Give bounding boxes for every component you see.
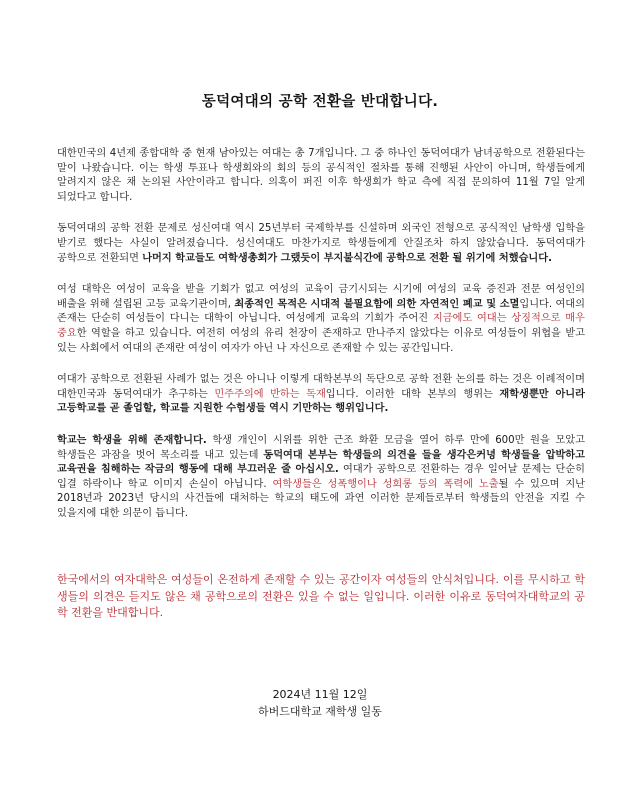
paragraph-text: 동덕여대의 공학 전환 문제로 성신여대 역시 25년부터 국제학부를 신설하며 외국인 전형으로 공식적인 남학생 입학을 받기로 했다는 사실이 알려졌습니다. 성신여대도 마찬가지로 학생들에게 안질조차 하지 않았습니다. 동덕여대가 공학으로 전환되면	[57, 223, 585, 264]
paragraph	[57, 434, 585, 522]
paragraph	[57, 373, 585, 417]
closing-text: 한국에서의 여자대학은 여성들이 온전하게 존재할 수 있는 공간이자 여성들의 안식처입니다. 이를 무시하고 학생들의 의견은 듣지도 않은 채 공학으로의 전환은 있을 수 없는 일입니다. 이러한 이유로 동덕여자대학교의 공학 전환을 반대합니다.	[57, 573, 585, 619]
paragraph-text: 대한민국의 4년제 종합대학 중 현재 남아있는 여대는 총 7개입니다. 그 중 하나인 동덕여대가 남녀공학으로 전환된다는 말이 나왔습니다. 이는 학생 투표나 학생회와의 회의 등의 공식적인 절차를 통해 진행된 사안이 아니며, 학생들에게 알려지지 않은 채 논의된 사안이라고 합니다. 의혹이 퍼진 이후 학생회가 학교 측에 직접 문의하여 11월 7일 알게 되었다고 합니다.	[57, 148, 585, 203]
paragraph-text: 여성 대학은 여성이 교육을 받을 기회가 없고 여성의 교육이 금기시되는 시기에 여성의 교육 증진과 전문 여성인의 배출을 위해 설립된 고등 교육기관이며,	[57, 284, 585, 310]
paragraph-text: 입니다. 여대의 존재는 단순히 여성들이 다니는 대학이 아닙니다. 여성에게 교육의 기회가 주어진	[57, 298, 585, 325]
emphasis-text: 학교는 학생을 위해 존재합니다.	[57, 434, 207, 446]
paragraph-text: 될 수 있으며 지난 2018년과 2023년 당시의 사건들에 대처하는 학교의 태도에 과연 이러한 문제들로부터 학생들의 안전을 지킬 수 있을지에 대한 의문이 듭니다.	[57, 478, 585, 519]
emphasis-text: 민주주의에 반하는 독재	[214, 388, 326, 400]
statement-body	[57, 147, 585, 538]
paragraph-text: 여대가 공학으로 전환하는 경우 일어날 문제는 단순히 입결 하락이나 학교 이미지 손실이 아닙니다.	[57, 464, 585, 490]
paragraph	[57, 283, 585, 356]
closing-statement	[57, 572, 585, 622]
paragraph-text: 한 역할을 하고 있습니다. 여전히 여성의 유리 천장이 존재하고 만나주지 않았다는 이유로 여성들이 위협을 받고 있는 사회에서 여대의 존재란 여성이 여자가 아닌 나 자신으로 존재할 수 있는 공간입니다.	[57, 327, 585, 354]
emphasis-text: 나머지 학교들도 여학생총회가 그랬듯이 부지불식간에 공학으로 전환 될 위기에 처했습니다.	[142, 252, 552, 264]
emphasis-text: 최종적인 목적은 시대적 불필요함에 의한 자연적인 폐교 및 소멸	[234, 298, 520, 310]
page-title: 동덕여대의 공학 전환을 반대합니다.	[201, 94, 439, 110]
signature-author: 하버드대학교 재학생 일동	[258, 705, 382, 718]
paragraph	[57, 147, 585, 205]
paragraph	[57, 222, 585, 266]
signature-date: 2024년 11월 12일	[272, 688, 368, 701]
emphasis-text: 지금에도 여대는 상징적으로 매우 중요	[57, 313, 585, 339]
emphasis-text: 동덕여대 본부는 학생들의 의견을 들을 생각은커녕 학생들을 압박하고 교육권을 침해하는 작금의 행동에 대해 부끄러운 줄 아십시오.	[57, 449, 585, 476]
signature-block	[0, 686, 640, 720]
paragraph-text: 입니다. 이러한 대학 본부의 행위는	[325, 388, 500, 400]
emphasis-text: 여학생들은 성폭행이나 성희롱 등의 폭력에 노출	[272, 478, 499, 490]
paragraph-text: 학생 개인이 시위를 위한 근조 화환 모금을 열어 하루 만에 600만 원을 모았고 학생들은 과잠을 벗어 목소리를 내고 있는데	[57, 434, 585, 461]
paragraph-text: 여대가 공학으로 전환된 사례가 없는 것은 아니나 이렇게 대학본부의 독단으로 공학 전환 논의를 하는 것은 이례적이며 대한민국과 동덕여대가 추구하는	[57, 374, 585, 400]
emphasis-text: 재학생뿐만 아니라 고등학교를 곧 졸업할, 학교를 지원한 수험생들 역시 기만하는 행위입니다.	[57, 388, 585, 415]
